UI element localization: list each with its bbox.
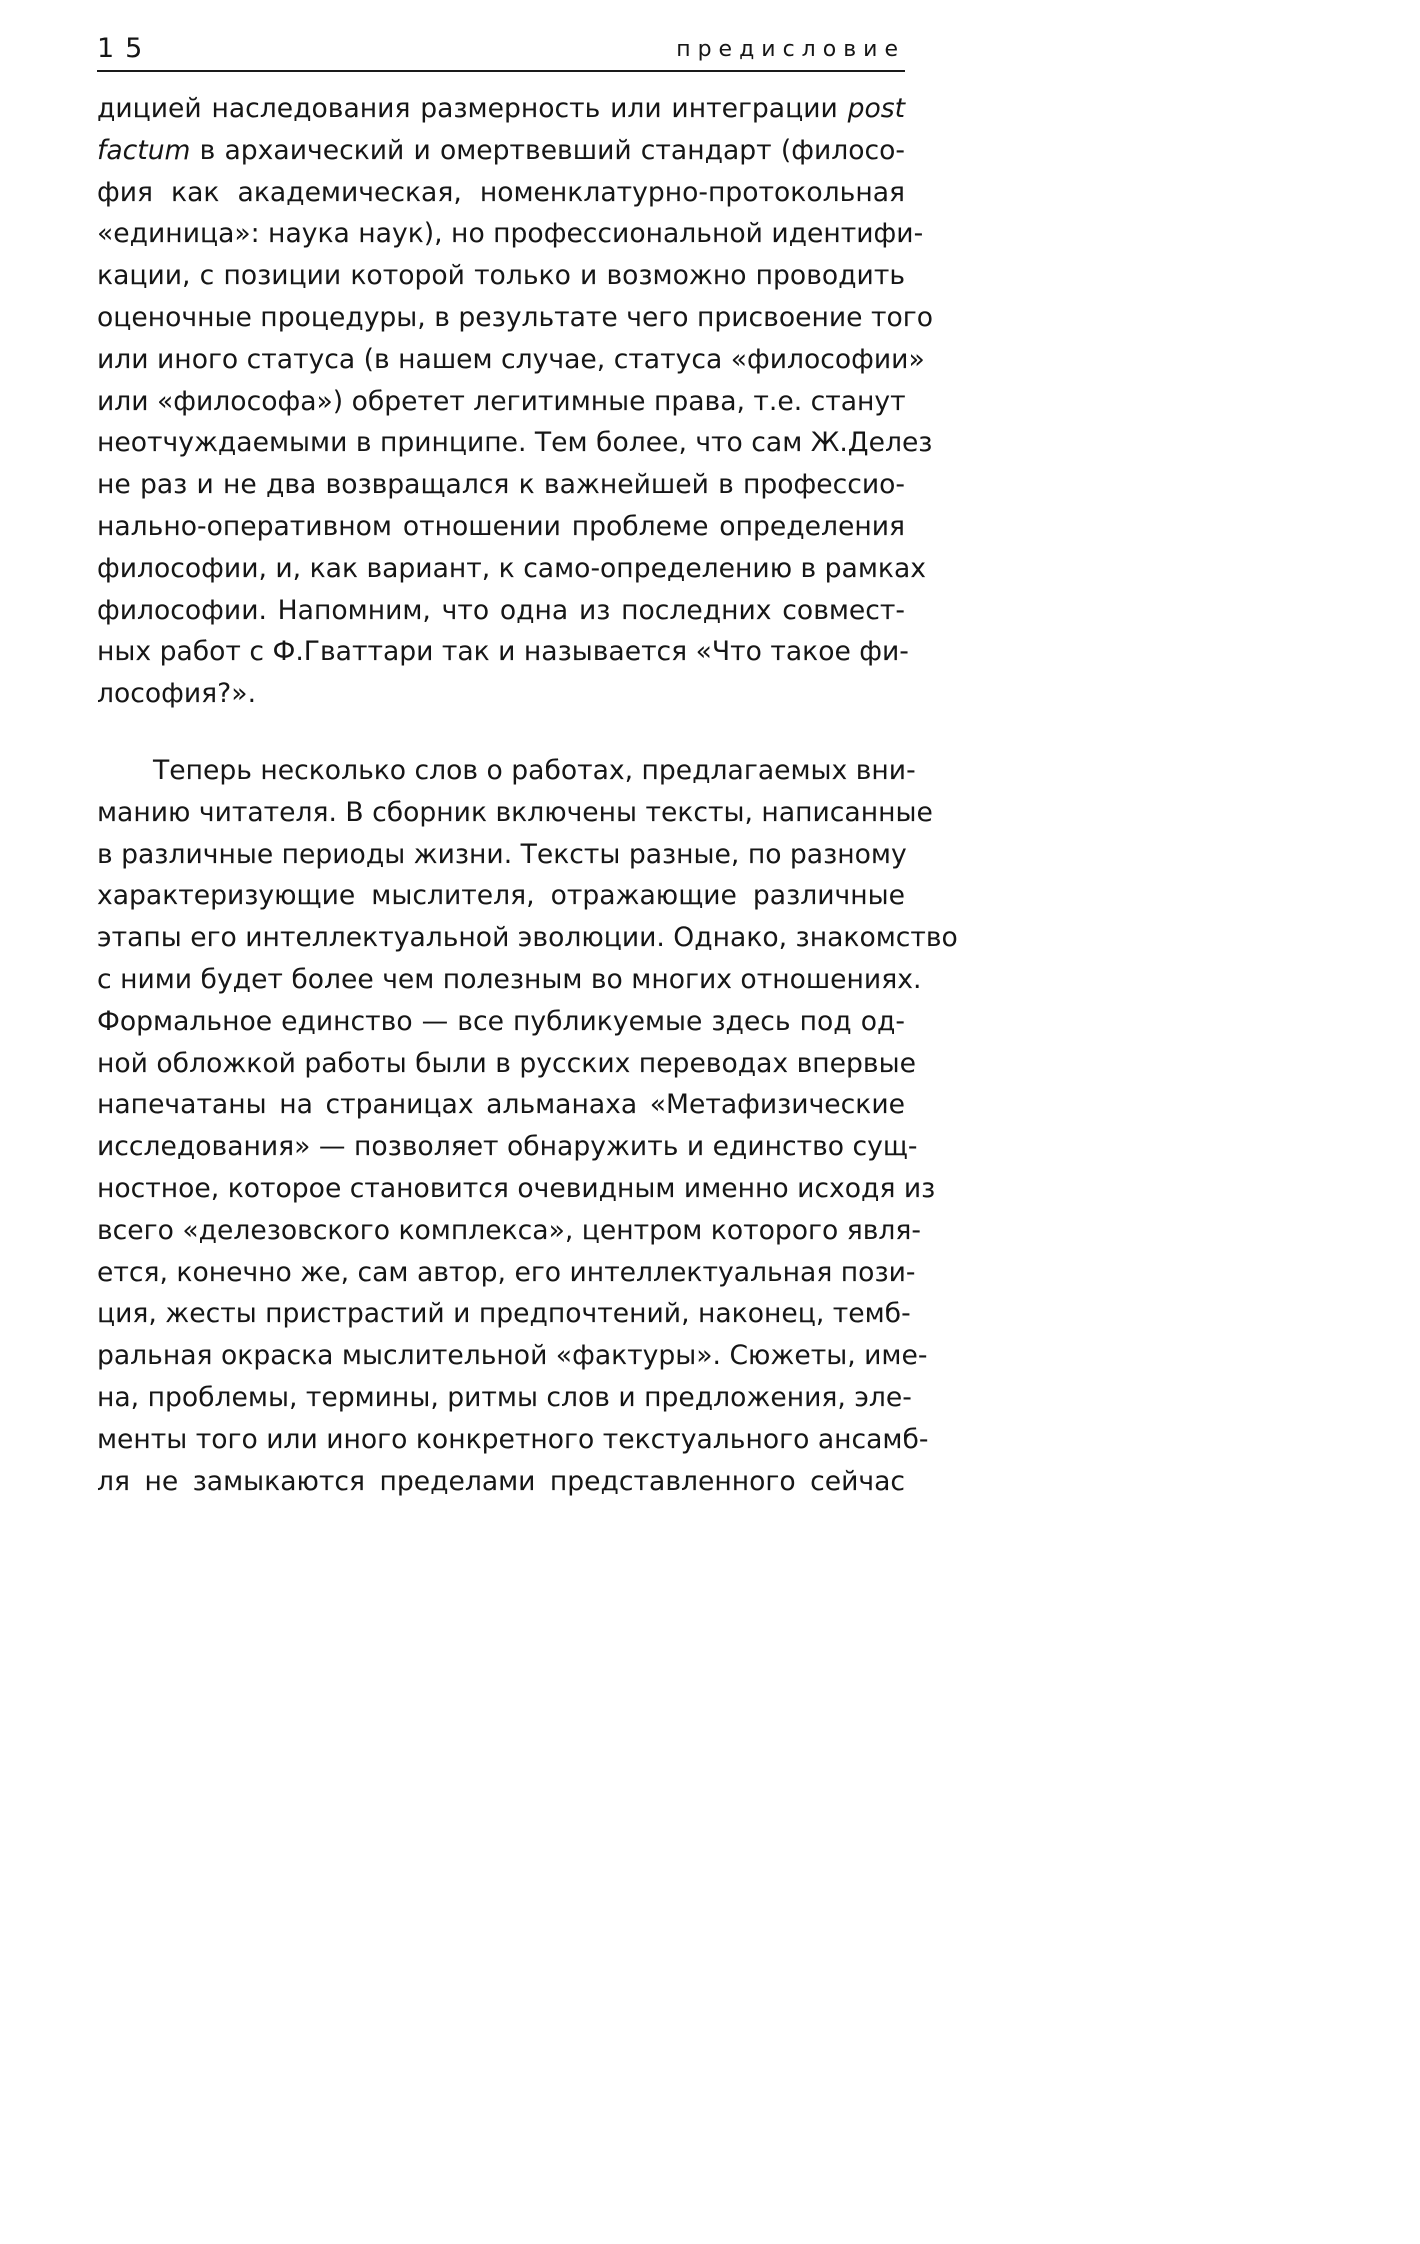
text-line: с ними будет более чем полезным во многих отношениях. xyxy=(97,963,922,995)
text-line: «единица»: наука наук), но профессиональной идентифи- xyxy=(97,218,924,250)
text-line: манию читателя. В сборник включены тексты, написанные xyxy=(97,796,933,828)
text-line: характеризующие мыслителя, отражающие различные xyxy=(97,880,905,912)
text-line: не раз и не два возвращался к важнейшей в профессио- xyxy=(97,469,905,501)
text-line: лософия?». xyxy=(97,678,257,710)
text-line: на, проблемы, термины, ритмы слов и предложения, эле- xyxy=(97,1381,912,1413)
text-line: Теперь несколько слов о работах, предлагаемых вни- xyxy=(153,755,916,786)
text-line: ной обложкой работы были в русских переводах впервые xyxy=(97,1047,916,1079)
text-line: или иного статуса (в нашем случае, статуса «философии» xyxy=(97,343,925,375)
latin-term: post xyxy=(847,93,905,124)
text-line: ных работ с Ф.Гваттари так и называется «Что такое фи- xyxy=(97,636,909,668)
text-line: менты того или иного конкретного текстуального ансамб- xyxy=(97,1423,929,1455)
paragraph-1 xyxy=(97,88,933,715)
text-line: всего «делезовского комплекса», центром которого явля- xyxy=(97,1214,921,1246)
text-line: неотчуждаемыми в принципе. Тем более, что сам Ж.Делез xyxy=(97,427,933,459)
text-line: философии. Напомним, что одна из последних совмест- xyxy=(97,594,905,626)
text-line: дицией наследования размерность или интеграции post xyxy=(97,93,905,124)
page-number: 15 xyxy=(97,33,154,64)
text-line: оценочные процедуры, в результате чего присвоение того xyxy=(97,301,933,333)
text-line: ется, конечно же, сам автор, его интеллектуальная пози- xyxy=(97,1256,916,1288)
text-line: ция, жесты пристрастий и предпочтений, наконец, темб- xyxy=(97,1298,911,1330)
text-line: Формальное единство — все публикуемые здесь под од- xyxy=(97,1005,905,1037)
text-line: этапы его интеллектуальной эволюции. Однако, знакомство xyxy=(97,922,958,954)
text-line: нально-оперативном отношении проблеме определения xyxy=(97,510,905,542)
text-line: кации, с позиции которой только и возможно проводить xyxy=(97,260,905,292)
running-head: предисловие xyxy=(676,37,905,62)
text-line: фия как академическая, номенклатурно-протокольная xyxy=(97,176,905,208)
text-line: исследования» — позволяет обнаружить и единство сущ- xyxy=(97,1131,918,1163)
text-line: напечатаны на страницах альманаха «Метафизические xyxy=(97,1089,905,1121)
text-line: ля не замыкаются пределами представленного сейчас xyxy=(97,1465,905,1497)
text-line: ностное, которое становится очевидным именно исходя из xyxy=(97,1172,936,1204)
text-line: в различные периоды жизни. Тексты разные, по разному xyxy=(97,838,907,870)
page-header xyxy=(97,34,905,72)
text-line: философии, и, как вариант, к само-определению в рамках xyxy=(97,552,927,584)
latin-term: factum xyxy=(97,134,191,166)
text-line: factum в архаический и омертвевший стандарт (филосо- xyxy=(97,134,905,166)
paragraph-2 xyxy=(97,750,958,1502)
text-line: ральная окраска мыслительной «фактуры». Сюжеты, име- xyxy=(97,1340,928,1372)
text-line: или «философа») обретет легитимные права, т.е. станут xyxy=(97,385,906,417)
